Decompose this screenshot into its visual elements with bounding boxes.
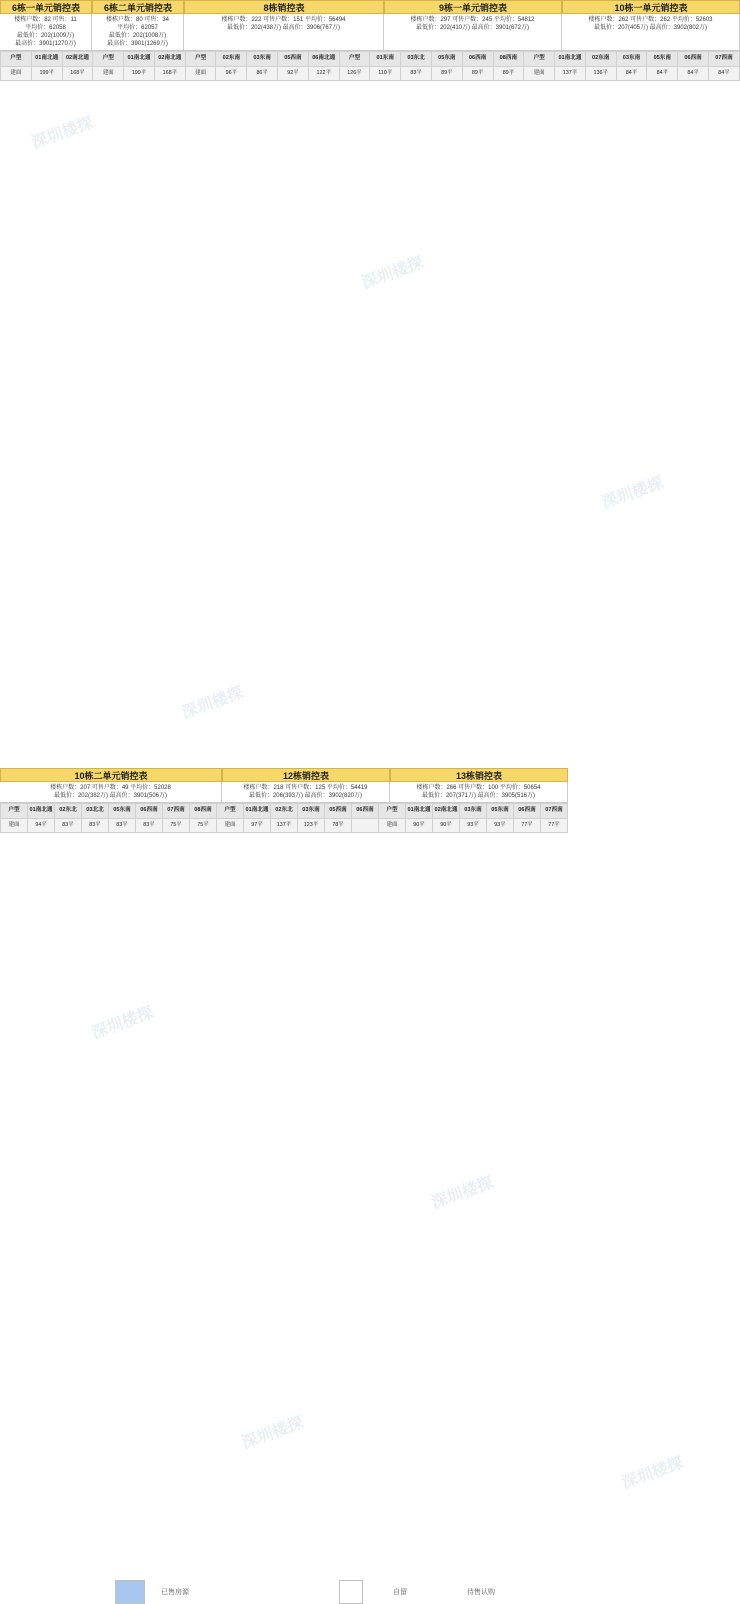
table-cell: 75平 [190, 818, 217, 833]
table-cell: 78平 [325, 818, 352, 833]
bottom-info-row [0, 782, 740, 803]
table-cell: 90平 [433, 818, 460, 833]
table-cell: 建面 [217, 818, 244, 833]
table-cell: 07西南 [541, 804, 568, 819]
table-cell: 84平 [678, 66, 709, 81]
table-cell: 02东南 [585, 52, 616, 67]
table-cell: 83平 [401, 66, 432, 81]
table-cell: 84平 [616, 66, 647, 81]
table-cell: 126平 [339, 66, 370, 81]
table-cell: 建面 [93, 66, 124, 81]
table-summary: 楼栋户数：262 可售户数：262 平均价：52603 最低价：207(405万) 最高价：3902(802万) [562, 14, 740, 51]
table-row [1, 52, 740, 67]
table-cell: 84平 [647, 66, 678, 81]
table-cell: 90平 [406, 818, 433, 833]
table-cell: 07西南 [163, 804, 190, 819]
legend [0, 1580, 740, 1604]
legend-self-label: 自留 [393, 1589, 407, 1596]
watermark: 深圳楼探 [29, 114, 96, 153]
watermark: 深圳楼探 [619, 1454, 686, 1493]
watermark: 深圳楼探 [599, 474, 666, 513]
table-cell: 06西南 [352, 804, 379, 819]
table-row [1, 804, 568, 819]
table-cell: 03北北 [82, 804, 109, 819]
table-cell: 07西南 [708, 52, 739, 67]
table-cell: 02南北通 [154, 52, 185, 67]
bottom-title-row [0, 768, 740, 782]
table-cell: 01南北通 [244, 804, 271, 819]
table-cell: 01南北通 [555, 52, 586, 67]
table-cell: 199平 [31, 66, 62, 81]
legend-unsold-swatch [339, 1580, 363, 1604]
table-cell: 06西南 [514, 804, 541, 819]
table-cell: 建面 [379, 818, 406, 833]
table-cell: 83平 [82, 818, 109, 833]
table-cell: 110平 [370, 66, 401, 81]
table-cell: 户型 [1, 804, 28, 819]
top-title-row [0, 0, 740, 14]
table-cell: 75平 [163, 818, 190, 833]
table-cell: 08西南 [493, 52, 524, 67]
bottom-tables [0, 768, 740, 833]
table-cell: 建面 [185, 66, 216, 81]
legend-pending-label: 待售认购 [467, 1589, 495, 1596]
table-cell: 137平 [271, 818, 298, 833]
table-cell: 05东南 [109, 804, 136, 819]
table-cell: 户型 [379, 804, 406, 819]
legend-sold-swatch [115, 1580, 145, 1604]
table-cell: 户型 [93, 52, 124, 67]
table-cell: 94平 [28, 818, 55, 833]
top-sales-table [0, 51, 740, 81]
table-cell: 05西南 [278, 52, 309, 67]
table-cell: 93平 [487, 818, 514, 833]
table-summary: 楼栋户数：266 可售户数：100 平均价：50654 最低价：207(371万) 最高价：3905(516万) [390, 782, 568, 803]
table-cell: 户型 [185, 52, 216, 67]
table-cell: 03东北 [401, 52, 432, 67]
table-cell: 01南北通 [406, 804, 433, 819]
table-cell: 户型 [524, 52, 555, 67]
table-cell: 03东南 [247, 52, 278, 67]
table-cell: 01东南 [370, 52, 401, 67]
table-summary: 楼栋户数：297 可售户数：245 平均价：54812 最低价：202(410万) 最高价：3901(672万) [384, 14, 562, 51]
table-cell: 92平 [278, 66, 309, 81]
table-cell: 02南北通 [433, 804, 460, 819]
watermark: 深圳楼探 [89, 1004, 156, 1043]
table-title: 12栋销控表 [222, 768, 390, 782]
table-summary: 楼栋户数：80 可售：34 平均价：62057 最低价：202(1008万) 最高价：3901(1269万) [92, 14, 184, 51]
table-cell: 05东南 [431, 52, 462, 67]
table-cell: 户型 [217, 804, 244, 819]
table-cell: 93平 [460, 818, 487, 833]
table-cell: 06西南 [462, 52, 493, 67]
watermark: 深圳楼探 [179, 684, 246, 723]
watermark: 深圳楼探 [239, 1414, 306, 1453]
table-cell: 建面 [524, 66, 555, 81]
table-cell: 123平 [298, 818, 325, 833]
table-cell [352, 818, 379, 833]
table-cell: 05东南 [487, 804, 514, 819]
table-cell: 05东南 [647, 52, 678, 67]
watermark: 深圳楼探 [429, 1174, 496, 1213]
table-cell: 168平 [62, 66, 93, 81]
table-title: 13栋销控表 [390, 768, 568, 782]
table-cell: 01南北通 [31, 52, 62, 67]
table-cell: 01南北通 [28, 804, 55, 819]
table-cell: 83平 [109, 818, 136, 833]
table-row [1, 66, 740, 81]
table-cell: 89平 [431, 66, 462, 81]
table-cell: 136平 [585, 66, 616, 81]
table-title: 6栋二单元销控表 [92, 0, 184, 14]
table-cell: 02东南 [216, 52, 247, 67]
table-cell: 84平 [708, 66, 739, 81]
table-cell: 02南北通 [62, 52, 93, 67]
table-cell: 77平 [541, 818, 568, 833]
table-row [1, 818, 568, 833]
table-summary: 楼栋户数：218 可售户数：125 平均价：54419 最低价：206(393万) 最高价：3902(820万) [222, 782, 390, 803]
table-cell: 86平 [247, 66, 278, 81]
top-tables [0, 0, 740, 81]
table-cell: 83平 [55, 818, 82, 833]
bottom-sales-table [0, 803, 568, 833]
table-cell: 168平 [154, 66, 185, 81]
table-cell: 08西南 [190, 804, 217, 819]
watermark: 深圳楼探 [359, 254, 426, 293]
table-cell: 05西南 [325, 804, 352, 819]
table-cell: 06南北通 [308, 52, 339, 67]
table-cell: 77平 [514, 818, 541, 833]
table-title: 8栋销控表 [184, 0, 384, 14]
table-summary: 楼栋户数：82 可售：11 平均价：62058 最低价：202(1009万) 最高价：3901(1270万) [0, 14, 92, 51]
legend-sold-label: 已售房源 [161, 1589, 189, 1596]
table-cell: 户型 [1, 52, 32, 67]
table-title: 6栋一单元销控表 [0, 0, 92, 14]
table-cell: 03东南 [298, 804, 325, 819]
table-cell: 户型 [339, 52, 370, 67]
table-cell: 122平 [308, 66, 339, 81]
table-cell: 137平 [555, 66, 586, 81]
table-cell: 89平 [493, 66, 524, 81]
table-cell: 199平 [124, 66, 155, 81]
table-cell: 83平 [136, 818, 163, 833]
table-cell: 03东南 [616, 52, 647, 67]
table-cell: 02东北 [55, 804, 82, 819]
table-cell: 97平 [244, 818, 271, 833]
table-cell: 建面 [1, 818, 28, 833]
table-cell: 建面 [1, 66, 32, 81]
table-title: 9栋一单元销控表 [384, 0, 562, 14]
table-title: 10栋二单元销控表 [0, 768, 222, 782]
table-cell: 01南北通 [124, 52, 155, 67]
table-summary: 楼栋户数：207 可售户数：49 平均价：52028 最低价：202(382万) 最高价：3901(506万) [0, 782, 222, 803]
top-info-row [0, 14, 740, 51]
table-cell: 89平 [462, 66, 493, 81]
table-cell: 06西南 [136, 804, 163, 819]
table-summary: 楼栋户数：222 可售户数：151 平均价：56494 最低价：202(438万) 最高价：3906(767万) [184, 14, 384, 51]
table-cell: 96平 [216, 66, 247, 81]
table-title: 10栋一单元销控表 [562, 0, 740, 14]
table-cell: 06西南 [678, 52, 709, 67]
table-cell: 03东南 [460, 804, 487, 819]
table-cell: 02东北 [271, 804, 298, 819]
